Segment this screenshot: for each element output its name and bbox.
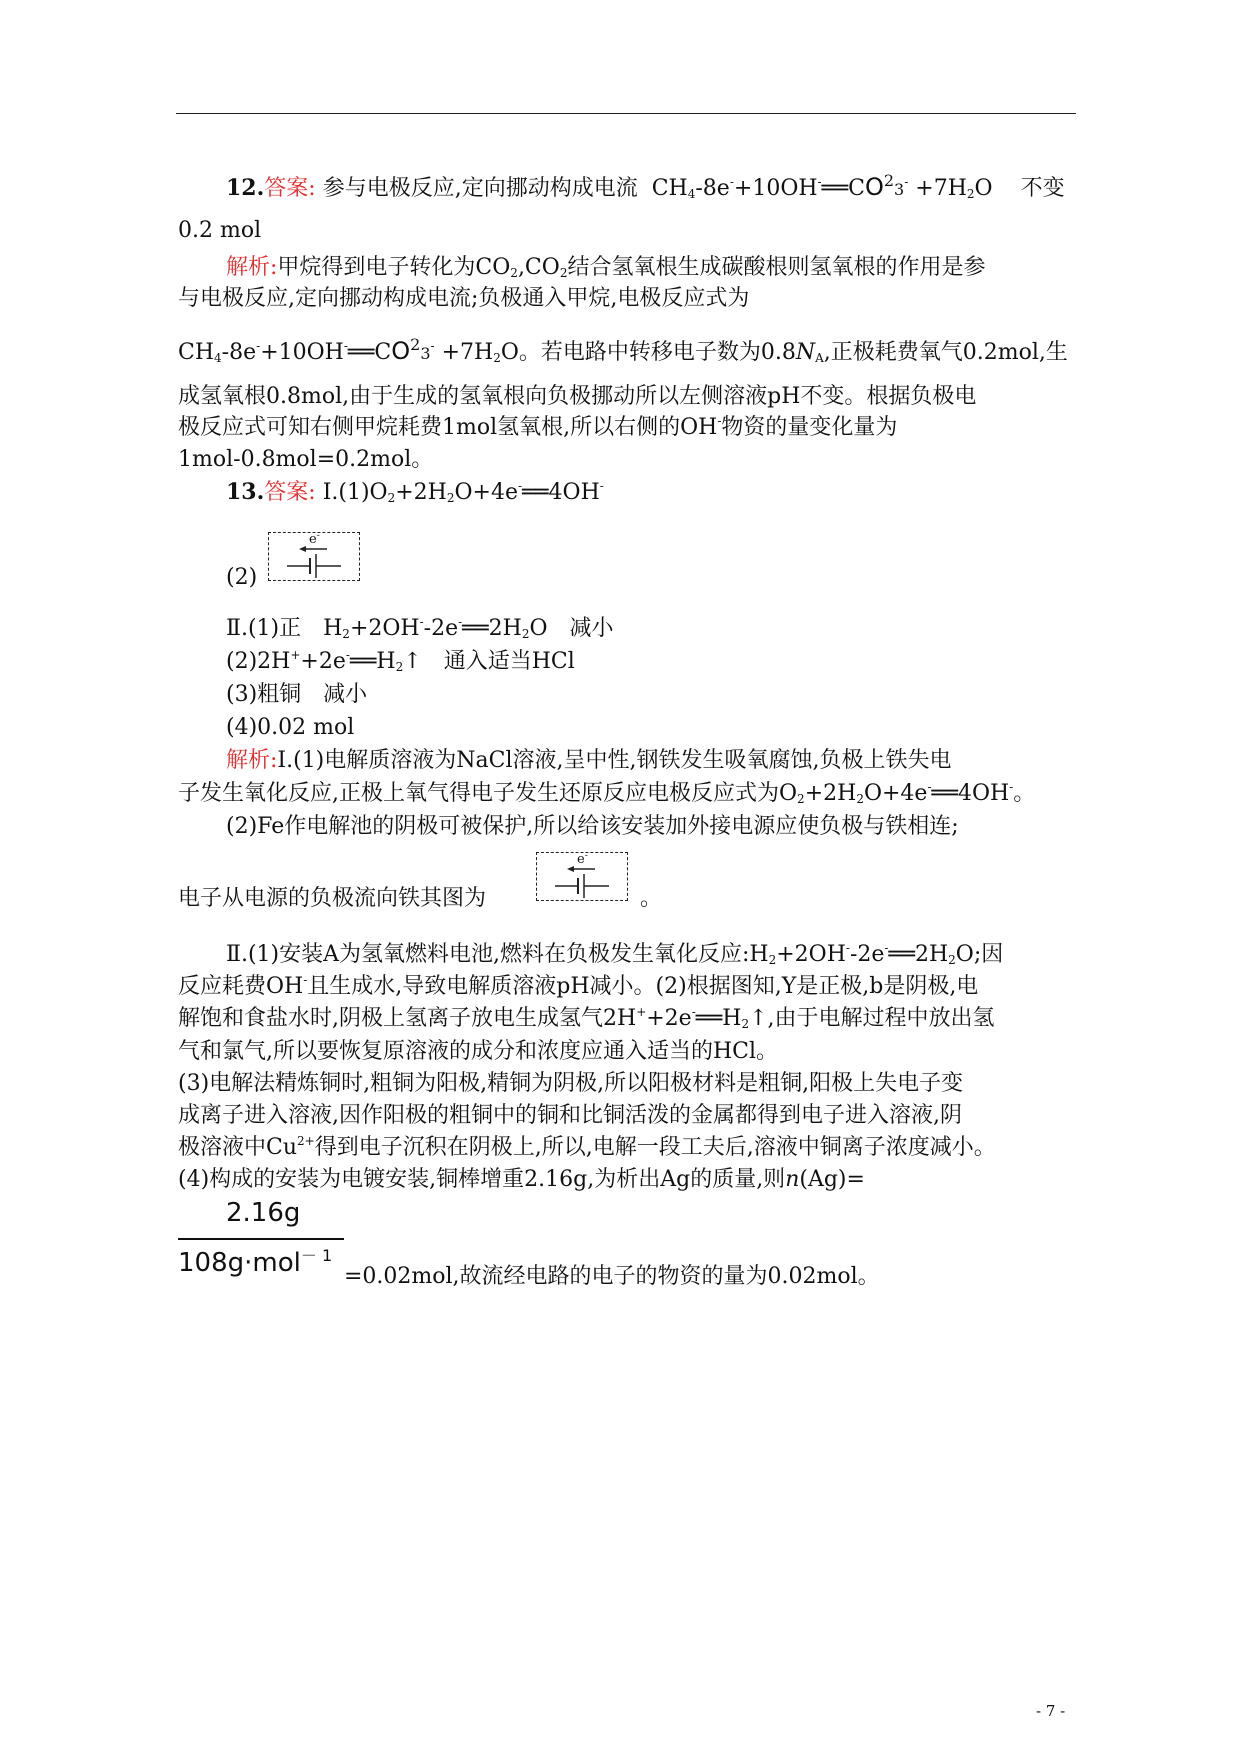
q13-analysis-line2: 子发生氧化反应,正极上氧气得电子发生还原反应电极反应式为$O_2+2H_2O+4e^-══4OH^-$。 [178, 780, 1036, 806]
q13-analysis-line3: (2)Fe作电解池的阴极可被保护,所以给该安装加外接电源应使负极与铁相连; [226, 814, 959, 839]
q12-equation: $CH_4-8e^-+10OH^-══CO^23^- +7H_2O$ [651, 171, 993, 201]
electron-label-2: e- [577, 851, 588, 867]
q12-number: 12. [226, 175, 265, 201]
q13-analysis-label: 解析: [226, 748, 278, 773]
q12-answer-line [226, 172, 1065, 205]
q13-answer-ii2: $(2)2H^++2e^-══H_2↑$ 通入适当HCl [226, 648, 575, 674]
q12-analysis-line6: 1mol-0.8mol=0.2mol。 [178, 447, 434, 472]
electron-flow-diagram [268, 532, 360, 581]
q13-analysis-line9: (3)电解法精炼铜时,粗铜为阳极,精铜为阴极,所以阳极材料是粗铜,阳极上失电子变 [178, 1071, 964, 1096]
q13-answer-label: 答案: [264, 480, 316, 505]
fraction-numerator: 2.16g [226, 1198, 301, 1228]
q13-answer-ii1: Ⅱ.(1)正 $H_2+2OH^--2e^-══2H_2O$ 减小 [226, 615, 614, 641]
q12-analysis-line3: $CH_4-8e^-+10OH^-══CO^23^- +7H_2O$。若电路中转移电子数为$0.8N_A$,正极耗费氧气0.2mol,生 [178, 335, 1068, 365]
q12-answer-label: 答案: [264, 176, 316, 201]
electron-flow-diagram-2 [536, 852, 628, 901]
q13-analysis-line11: 极溶液中$Cu^{2+}$得到电子沉积在阴极上,所以,电解一段工夫后,溶液中铜离子浓度减小。 [178, 1134, 996, 1160]
q12-answer-unchanged: 不变 [1020, 176, 1065, 201]
q13-answer-part2-label: (2) [226, 565, 258, 590]
electron-label: e- [309, 531, 320, 547]
q13-analysis-line1: 解析:Ⅰ.(1)电解质溶液为NaCl溶液,呈中性,钢铁发生吸氧腐蚀,负极上铁失电 [226, 748, 952, 773]
q12-answer-line2: 0.2 mol [178, 218, 262, 243]
q13-analysis-line7: 解饱和食盐水时,阴极上氢离子放电生成氢气$2H^++2e^-══H_2↑$,由于电解过程中放出氢 [178, 1005, 995, 1031]
q12-analysis-line4: 成氢氧根0.8mol,由于生成的氢氧根向负极挪动所以左侧溶液pH不变。根据负极电 [178, 384, 977, 409]
q13-analysis-line8: 气和氯气,所以要恢复原溶液的成分和浓度应通入适当的HCl。 [178, 1039, 779, 1064]
page-number: - 7 - [1036, 1702, 1066, 1720]
q13-answer-ii3: (3)粗铜 减小 [226, 682, 368, 707]
q13-analysis-line4: 电子从电源的负极流向铁其图为 [178, 886, 487, 911]
fraction-bar [178, 1238, 344, 1240]
q13-analysis-line4-end: 。 [640, 886, 663, 911]
q12-analysis-line2: 与电极反应,定向挪动构成电流;负极通入甲烷,电极反应式为 [178, 286, 750, 311]
header-rule [176, 113, 1076, 114]
battery-circuit-icon-2 [537, 853, 627, 900]
q13-analysis-line10: 成离子进入溶液,因作阳极的粗铜中的铜和比铜活泼的金属都得到电子进入溶液,阴 [178, 1103, 962, 1128]
q12-analysis-line1: 解析:甲烷得到电子转化为$CO_2,CO_2$结合氢氧根生成碳酸根则氢氧根的作用是参 [226, 255, 986, 280]
q13-answer-line1: 13.答案: $Ⅰ.(1)O_2+2H_2O+4e^-══4OH^-$ [226, 479, 604, 505]
q12-analysis-line5: 极反应式可知右侧甲烷耗费1mol氢氧根,所以右侧的OH-物资的量变化量为 [178, 414, 898, 440]
q13-analysis-line12: (4)构成的安装为电镀安装,铜棒增重2.16g,为析出Ag的质量,则n(Ag)= [178, 1167, 865, 1192]
q13-number: 13. [226, 479, 265, 505]
fraction-denominator: 108g·mol$^{- 1}$ [178, 1246, 333, 1278]
q13-analysis-line13: =0.02mol,故流经电路的电子的物资的量为0.02mol。 [344, 1264, 880, 1289]
q12-answer-text: 参与电极反应,定向挪动构成电流 [322, 176, 638, 201]
q13-analysis-line6: 反应耗费OH-且生成水,导致电解质溶液pH减小。(2)根据图知,Y是正极,b是阴极,电 [178, 973, 979, 999]
battery-circuit-icon [269, 533, 359, 580]
q13-answer-ii4: (4)0.02 mol [226, 715, 355, 740]
q12-analysis-label: 解析: [226, 255, 278, 280]
q13-analysis-line5: Ⅱ.(1)安装A为氢氧燃料电池,燃料在负极发生氧化反应$:H_2+2OH^--2e^-══2H_2O$;因 [226, 941, 1004, 967]
